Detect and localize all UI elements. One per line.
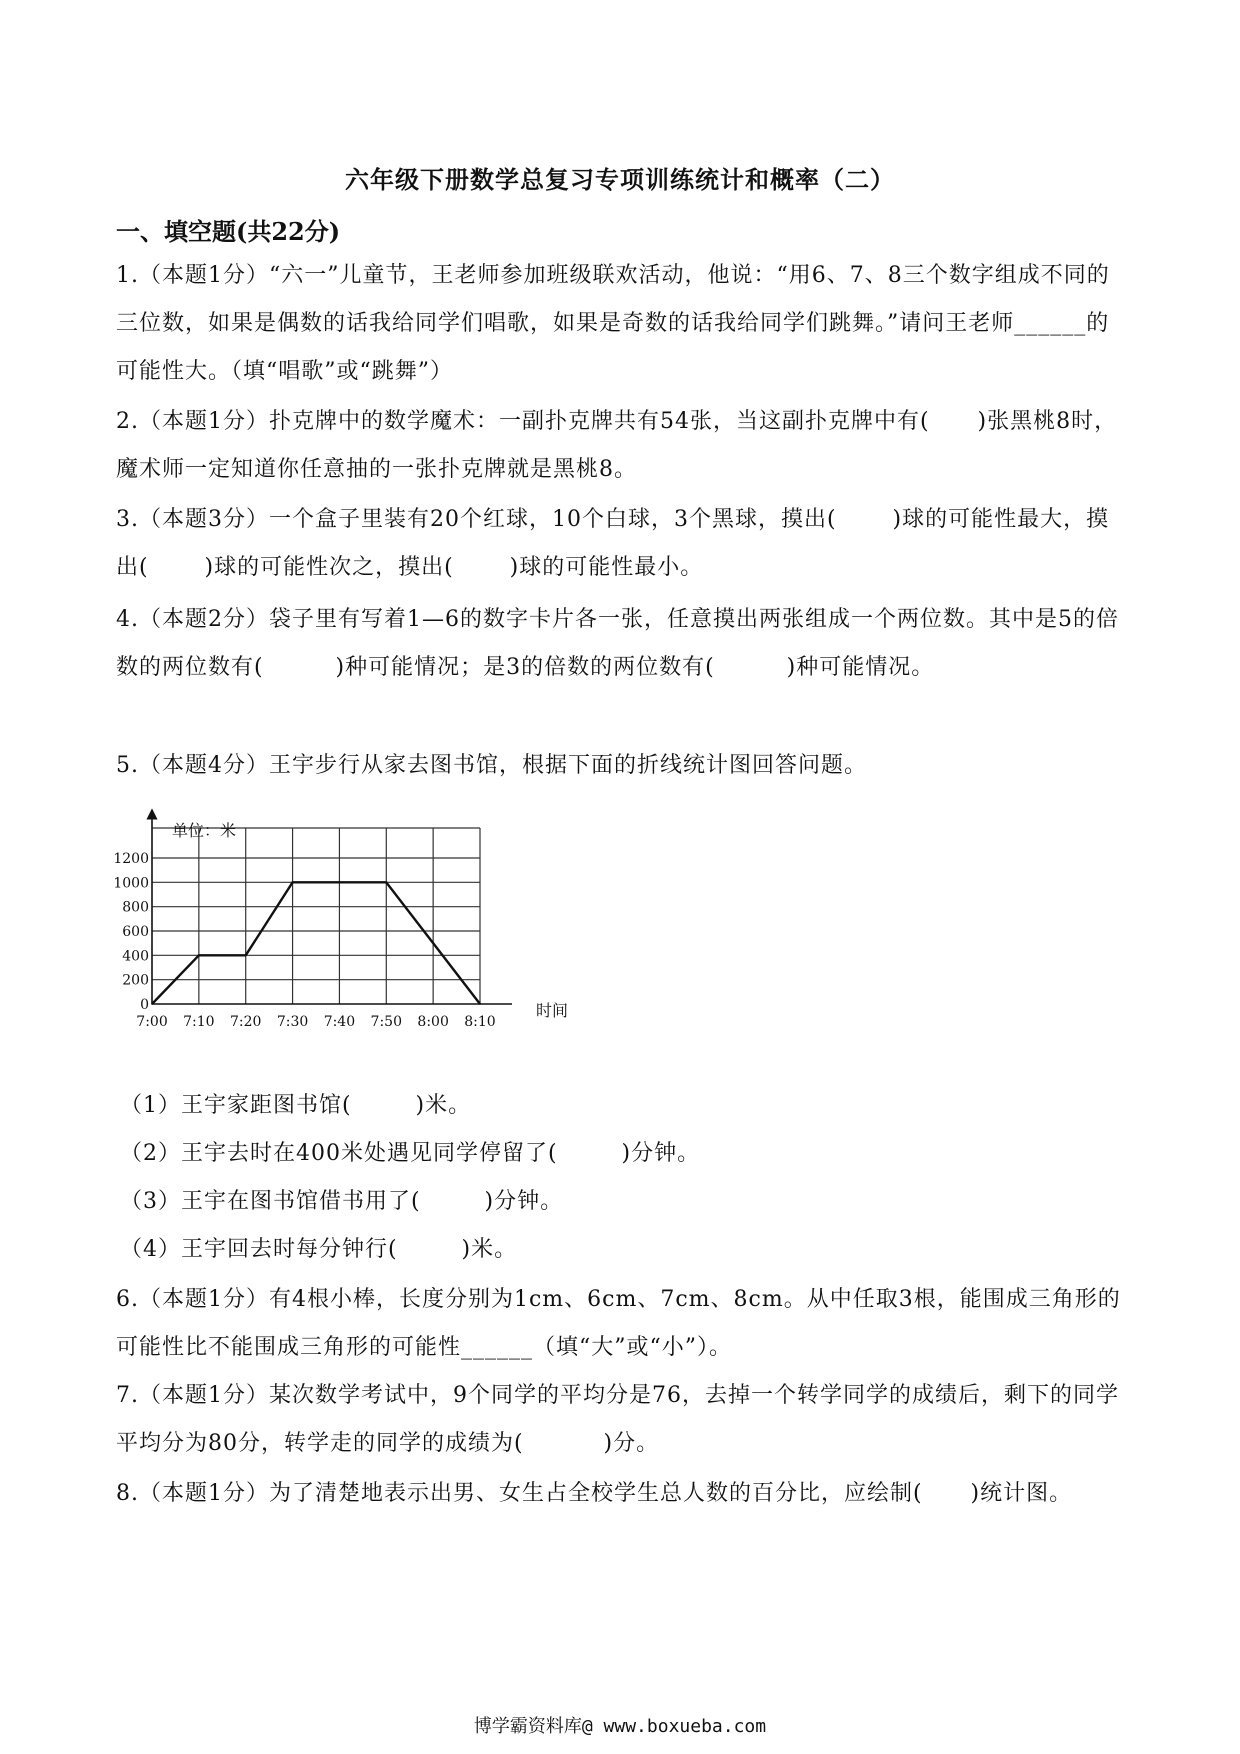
question-5-part-2: （2）王宇去时在400米处遇见同学停留了( )分钟。 xyxy=(120,1141,701,1166)
section-heading: 一、填空题(共22分) xyxy=(116,217,341,246)
y-tick-label: 600 xyxy=(122,924,149,940)
question-5-part-1: （1）王宇家距图书馆( )米。 xyxy=(120,1093,472,1118)
x-tick-label: 7:40 xyxy=(323,1014,356,1030)
question-5-part-3: （3）王宇在图书馆借书用了( )分钟。 xyxy=(120,1189,564,1214)
page-footer: 博学霸资料库@ www.boxueba.com xyxy=(473,1716,767,1737)
y-tick-label: 400 xyxy=(122,948,149,965)
data-point xyxy=(432,942,434,944)
y-tick-label: 1200 xyxy=(113,851,149,867)
data-point xyxy=(339,882,341,884)
y-tick-label: 200 xyxy=(122,972,149,989)
question-2: 2.（本题1分）扑克牌中的数学魔术：一副扑克牌共有54张，当这副扑克牌中有( )张黑桃8时，魔术师一定知道你任意抽的一张扑克牌就是黑桃8。 xyxy=(116,409,1118,482)
chart-unit-label: 单位：米 xyxy=(172,821,237,840)
x-tick-label: 8:10 xyxy=(464,1014,496,1030)
x-tick-label: 7:30 xyxy=(276,1014,309,1030)
question-5-part-4: （4）王宇回去时每分钟行( )米。 xyxy=(120,1237,518,1262)
page-title: 六年级下册数学总复习专项训练统计和概率（二） xyxy=(345,165,895,194)
data-point xyxy=(385,882,387,884)
series-line xyxy=(152,882,480,1004)
question-5: 5.（本题4分）王宇步行从家去图书馆，根据下面的折线统计图回答问题。 xyxy=(116,753,867,778)
question-7: 7.（本题1分）某次数学考试中，9个同学的平均分是76，去掉一个转学同学的成绩后，剩下的同学平均分为80分，转学走的同学的成绩为( )分。 xyxy=(116,1383,1119,1456)
chart-series xyxy=(151,882,481,1005)
chart-svg xyxy=(113,806,600,1056)
question-8: 8.（本题1分）为了清楚地表示出男、女生占全校学生总人数的百分比，应绘制( )统计图。 xyxy=(116,1481,1073,1506)
x-tick-label: 7:10 xyxy=(183,1014,215,1030)
question-6: 6.（本题1分）有4根小棒，长度分别为1cm、6cm、7cm、8cm。从中任取3根，能围成三角形的可能性比不能围成三角形的可能性______（填“大”或“小”）。 xyxy=(116,1287,1121,1360)
x-tick-label: 8:00 xyxy=(417,1014,449,1030)
question-4: 4.（本题2分）袋子里有写着1—6的数字卡片各一张，任意摸出两张组成一个两位数。其中是5的倍数的两位数有( )种可能情况；是3的倍数的两位数有( )种可能情况。 xyxy=(116,607,1119,680)
y-tick-label: 0 xyxy=(140,997,149,1013)
data-point xyxy=(151,1003,153,1005)
x-tick-label: 7:50 xyxy=(370,1014,403,1030)
chart-x-axis-label: 时间 xyxy=(536,1001,569,1020)
question-1: 1.（本题1分）“六一”儿童节，王老师参加班级联欢活动，他说：“用6、7、8三个数字组成不同的三位数，如果是偶数的话我给同学们唱歌，如果是奇数的话我给同学们跳舞。”请问王老师______的可能性大。（填“唱歌”或“跳舞”） xyxy=(116,263,1110,384)
data-point xyxy=(245,955,247,957)
x-tick-label: 7:20 xyxy=(229,1014,262,1030)
y-tick-label: 800 xyxy=(122,899,149,916)
x-tick-label: 7:00 xyxy=(136,1014,168,1030)
chart-grid xyxy=(152,828,480,1004)
chart-ticks xyxy=(113,851,495,1030)
question-3: 3.（本题3分）一个盒子里装有20个红球，10个白球，3个黑球，摸出( )球的可能性最大，摸出( )球的可能性次之，摸出( )球的可能性最小。 xyxy=(116,507,1110,580)
data-point xyxy=(198,955,200,957)
y-tick-label: 1000 xyxy=(113,875,149,892)
line-chart xyxy=(113,806,600,1056)
data-point xyxy=(292,882,294,884)
data-point xyxy=(479,1003,481,1005)
